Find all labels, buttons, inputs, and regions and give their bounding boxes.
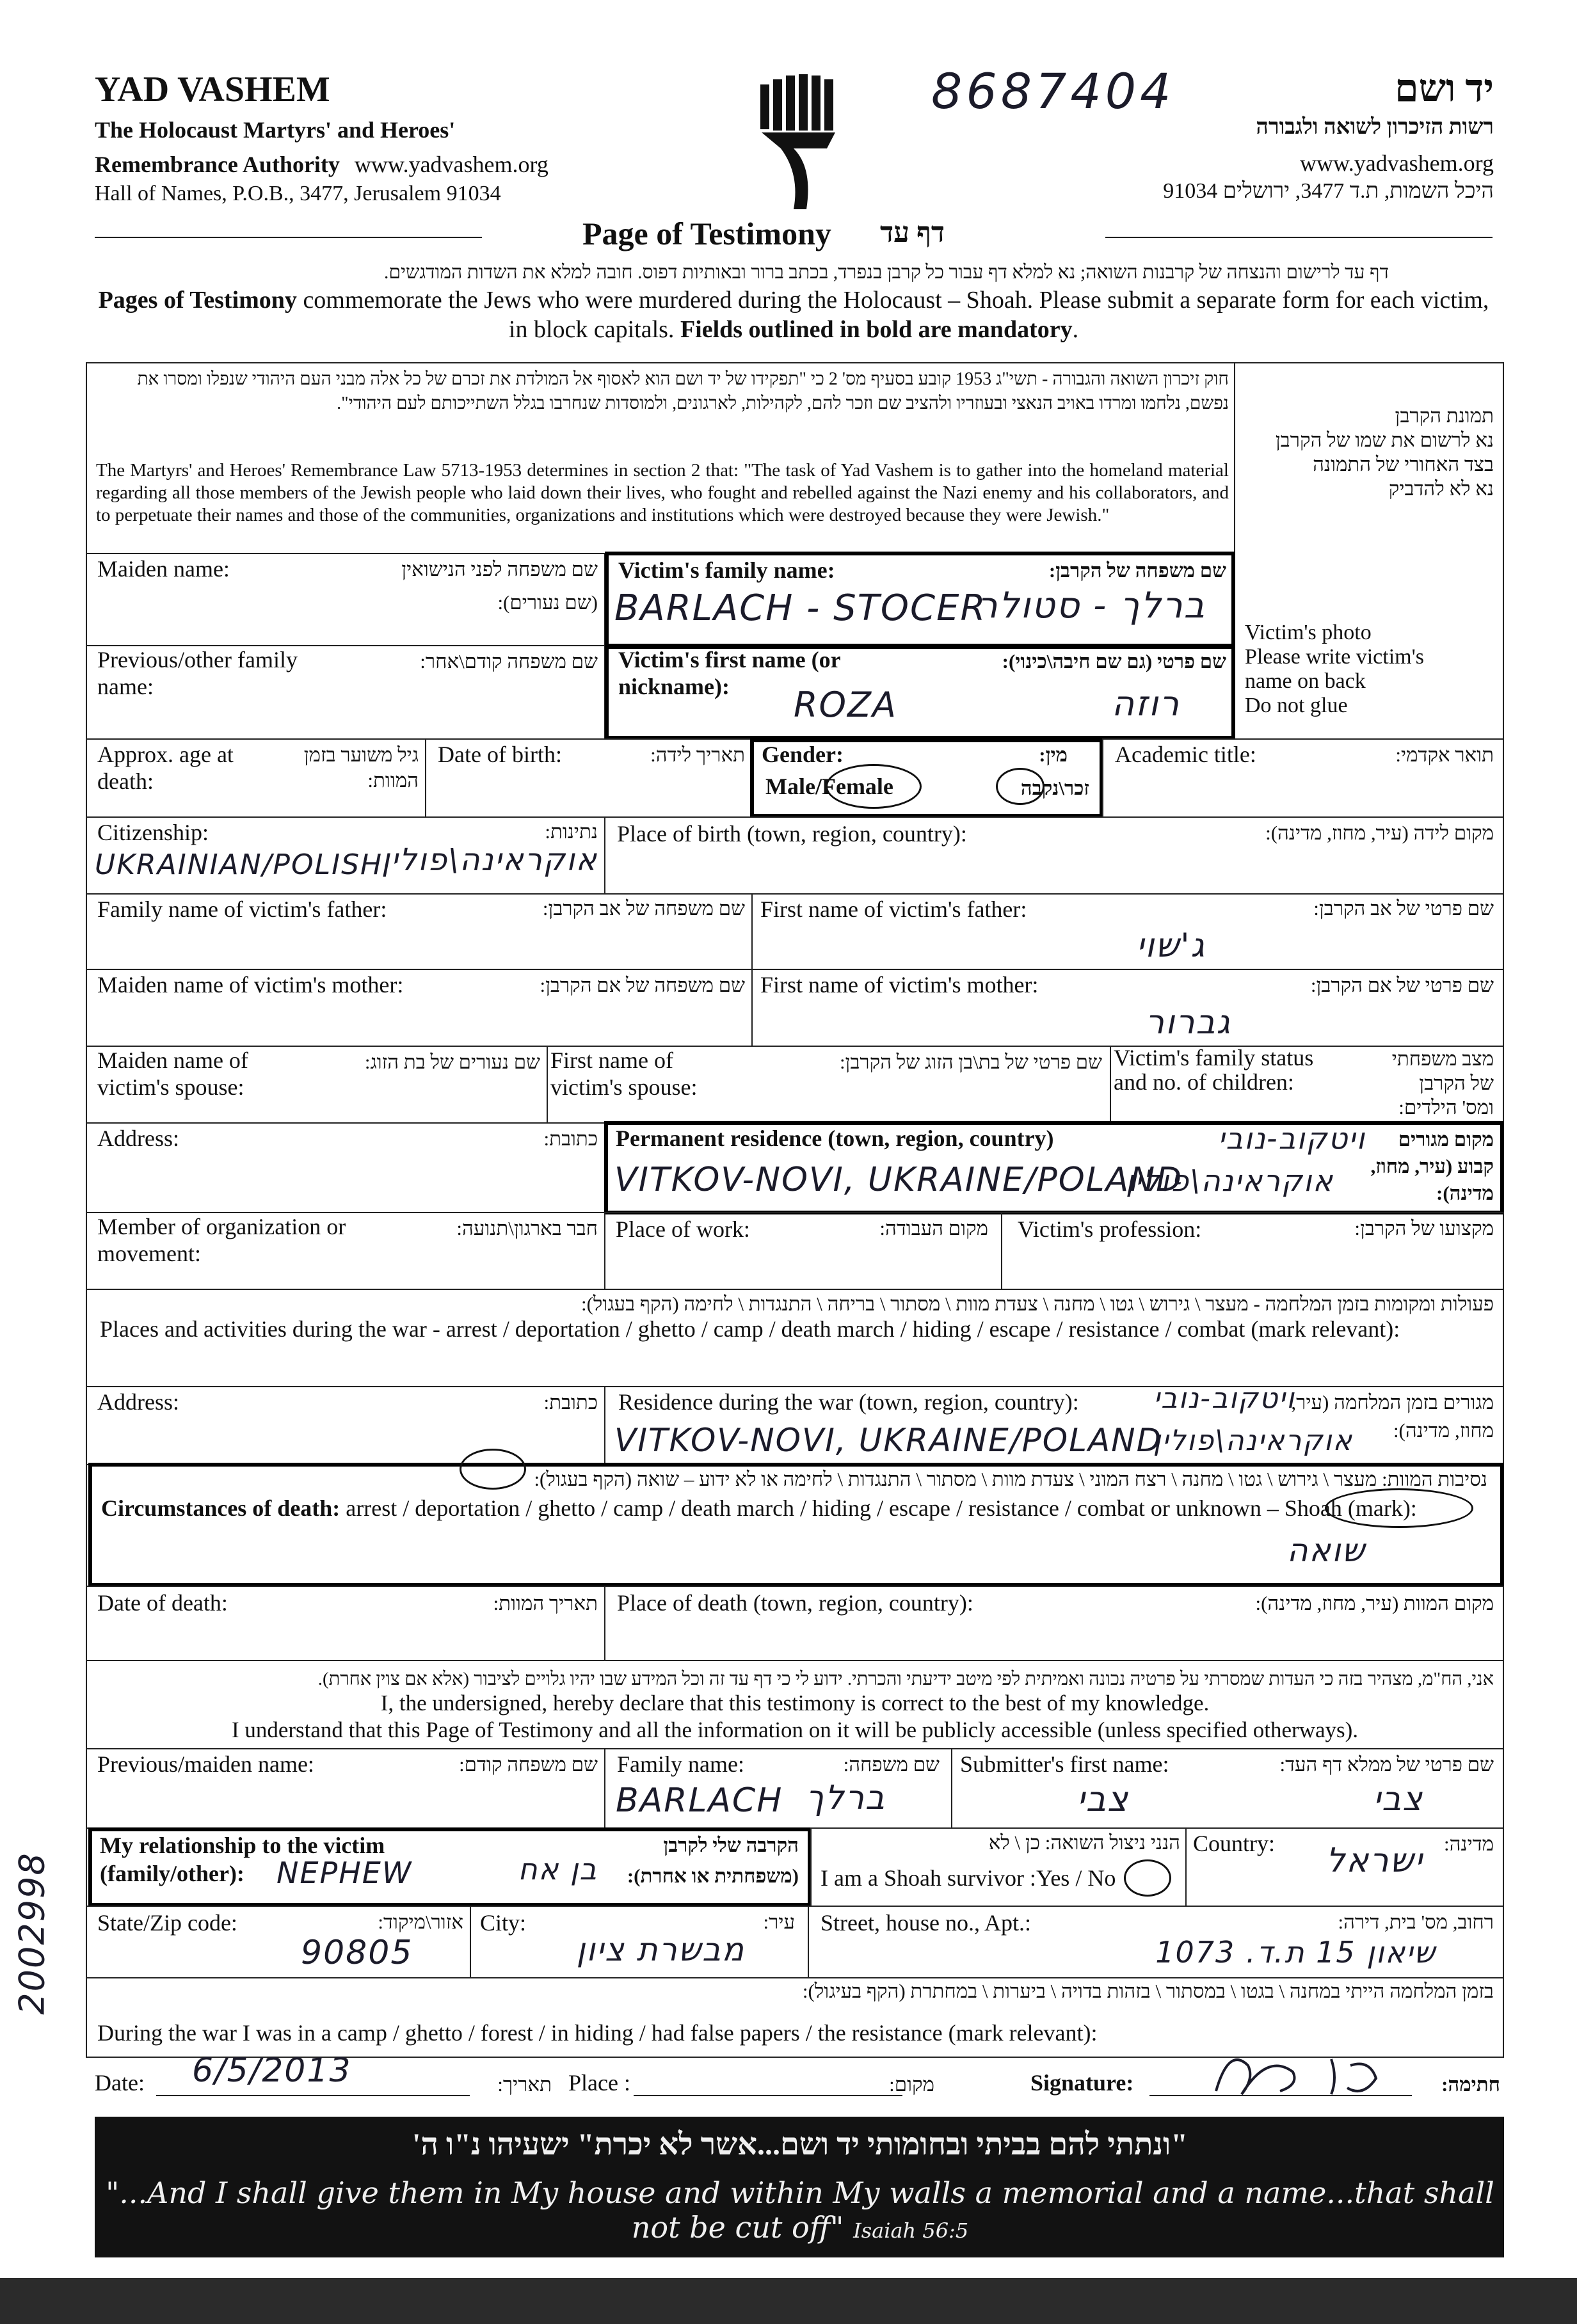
submitter-prev-name-label: Previous/maiden name: <box>97 1751 314 1777</box>
organization-label <box>97 1213 417 1267</box>
family-status-label-he: מצב משפחתי של הקרבן ומס' הילדים: <box>1391 1047 1494 1118</box>
photo-he-3: בצד האחורי של התמונה <box>1313 453 1494 475</box>
address-he: היכל השמות, ת.ד 3477, ירושלים 91034 <box>1163 179 1494 203</box>
photo-he-1: תמונת הקרבן <box>1395 404 1494 427</box>
first-name-label-he: שם פרטי (גם שם חיבה\כינוי): <box>1002 650 1226 673</box>
org-name-en: YAD VASHEM <box>95 70 330 109</box>
maiden-name-label-he: שם משפחה לפני הנישואין <box>401 558 598 580</box>
website-en: www.yadvashem.org <box>354 152 548 177</box>
mother-first-label: First name of victim's mother: <box>760 972 1039 998</box>
authority-line-2-text: Remembrance Authority <box>95 152 340 177</box>
website-he: www.yadvashem.org <box>1300 150 1494 176</box>
intro-he: דף עד לרישום והנצחה של קרבנות השואה; נא למלא דף עבור כל קרבן בנפרד, בכתב ברור ובאותיות דפוס. חובה למלא את השדות המודגשים. <box>383 262 1389 283</box>
survivor-no-option[interactable]: No <box>1087 1865 1116 1891</box>
circumstances-label <box>101 1495 1503 1522</box>
previous-name-label-text: Previous/other family name: <box>97 647 298 699</box>
first-name-value-en: ROZA <box>794 685 897 725</box>
footer-verse-en-text: "...And I shall give them in My house and within My walls a memorial and a name...that shall not be cut off" <box>106 2176 1494 2245</box>
survivor-no-circle <box>1124 1859 1171 1897</box>
page-title-he: דף עד <box>880 217 945 248</box>
submitter-family-name-label: Family name: <box>617 1751 744 1777</box>
street-label-he: רחוב, מס' בית, דירה: <box>1338 1911 1494 1933</box>
country-label: Country: <box>1193 1831 1276 1856</box>
gender-male[interactable]: Male/ <box>765 774 822 799</box>
spouse-first-label-text: First name of victim's spouse: <box>550 1047 698 1100</box>
street-label: Street, house no., Apt.: <box>821 1910 1031 1936</box>
declaration-he: אני, הח"מ, מצהיר בזה כי העדות שמסרתי על פרטיה נכונה ואמיתית לפי מיטב ידיעתי והכרתי. ידוע לי כי דף עד זה וכל המידע שבו יהיו גלויים לציבור (אלא אם צוין אחרת). <box>317 1669 1494 1689</box>
submitter-family-name-label-he: שם משפחה: <box>843 1753 940 1776</box>
header <box>0 0 1577 256</box>
father-family-label-he: שם משפחה של אב הקרבן: <box>542 897 745 919</box>
header-rule-right <box>1105 237 1493 238</box>
date-label-he: תאריך: <box>497 2073 552 2096</box>
mother-first-value-he: גברור <box>1145 1003 1231 1042</box>
photo-en-4: Do not glue <box>1245 694 1348 717</box>
photo-he-2: נא לרשום את שמו של הקרבן <box>1275 429 1494 451</box>
previous-name-label-he: שם משפחה קודם\אחר: <box>420 650 598 673</box>
zip-value: 90805 <box>301 1934 413 1972</box>
photo-he-4: נא לא להדביק <box>1388 477 1494 500</box>
submitter-family-name-value-he: ברלך <box>806 1779 886 1817</box>
intro-en-end: . <box>1072 316 1079 343</box>
dob-label-he: תאריך לידה: <box>650 744 745 766</box>
address-en: Hall of Names, P.O.B., 3477, Jerusalem 91034 <box>95 182 501 205</box>
place-of-death-label-he: מקום המוות (עיר, מחוז, מדינה): <box>1255 1592 1494 1614</box>
signature-label-he: חתימה: <box>1441 2073 1500 2096</box>
signature-label: Signature: <box>1030 2070 1134 2096</box>
signature-mark <box>1203 2040 1408 2110</box>
approx-age-label-he: גיל משוער בזמן המוות: <box>303 744 419 792</box>
previous-name-label <box>97 646 353 700</box>
org-name-he: יד ושם <box>1395 67 1494 109</box>
city-label-he: עיר: <box>763 1911 795 1933</box>
relationship-label-he-2: (משפחתית או אחרת): <box>627 1865 799 1887</box>
law-text-he: חוק זיכרון השואה והגבורה - תשי"ג 1953 קובע בסעיף מס' 2 כי "תפקידו של יד ושם הוא לאסוף אל המולדת את זכרם של כל אלה מבני העם היהודי שנפלו ומסרו את נפשם, נלחמו ומרדו באויב הנאצי ובעוזריו ולהציב שם וזכר להם, לקהילות, לארגונים, ולמוסדות שנחרבו בגלל השתייכותם לעם היהודי". <box>137 369 1229 413</box>
declaration-en-1: I, the undersigned, hereby declare that this testimony is correct to the best of my knowledge. <box>380 1691 1210 1715</box>
war-activities-label-he: פעולות ומקומות בזמן המלחמה - מעצר \ גירוש \ גטו \ מחנה \ צעדת מוות \ מסתור \ בריחה \ התנגדות \ לחימה (הקף בעגול): <box>581 1293 1494 1315</box>
gender-options-he[interactable]: זכר\נקבה <box>1020 777 1089 799</box>
relationship-label-text: My relationship to the victim (family/other): <box>100 1833 385 1886</box>
document-number: 8687404 <box>931 63 1175 120</box>
place-of-birth-label-he: מקום לידה (עיר, מחוז, מדינה): <box>1265 822 1494 844</box>
during-war-label-he: בזמן המלחמה הייתי במחנה \ בגטו \ במסתור \ בזהות בדויה \ ביערות \ במחתרת (הקף בעיגול): <box>802 1980 1494 2002</box>
submitter-family-name-value-en: BARLACH <box>616 1781 783 1820</box>
permanent-residence-value-en: VITKOV-NOVI, UKRAINE/POLAND <box>614 1161 1183 1199</box>
intro-en-text-1: commemorate the Jews who were murdered during the Holocaust – Shoah. Please submit a separate form for each victim, in block capitals. <box>296 287 1489 343</box>
spouse-first-label-he: שם פרטי של בת\בן הזוג של הקרבן: <box>839 1051 1102 1073</box>
law-text-en: The Martyrs' and Heroes' Remembrance Law 5713-1953 determines in section 2 that: "The task of Yad Vashem is to gather into the homeland material regarding all those members of the Jewish people who laid down their lives, who fought and rebelled against the Nazi enemy and his collaborators, and to perpetuate their names and those of the communities, organizations and institutions which were destroyed because they were Jewish." <box>96 460 1229 525</box>
citizenship-value-en: UKRAINIAN/POLISH <box>95 848 383 881</box>
profession-label: Victim's profession: <box>1018 1216 1202 1242</box>
city-value-he: מבשרת ציון <box>576 1931 745 1968</box>
submitter-first-name-value-he: צבי <box>1077 1779 1129 1819</box>
city-label: City: <box>480 1910 527 1936</box>
mother-first-label-he: שם פרטי של אם הקרבן: <box>1310 974 1494 996</box>
family-status-label <box>1114 1046 1325 1094</box>
footer-verse-ref: Isaiah 56:5 <box>853 2218 969 2243</box>
war-residence-label-he: מגורים בזמן המלחמה (עיר, מחוז, מדינה): <box>1291 1391 1494 1442</box>
war-activities-label: Places and activities during the war - arrest / deportation / ghetto / camp / death march / hiding / escape / resistance / combat (mark relevant): <box>100 1316 1400 1342</box>
spouse-maiden-label <box>97 1047 289 1101</box>
father-family-label: Family name of victim's father: <box>97 896 387 922</box>
war-residence-value-he: ויטקוב-נובי <box>1153 1382 1295 1415</box>
submitter-prev-name-label-he: שם משפחה קודם: <box>459 1753 598 1776</box>
intro-en-bold-2: Fields outlined in bold are mandatory <box>680 316 1073 343</box>
spouse-maiden-label-he: שם נעורים של בת הזוג: <box>364 1051 540 1073</box>
spouse-maiden-label-text: Maiden name of victim's spouse: <box>97 1047 248 1100</box>
gender-label-he: מין: <box>1039 744 1068 766</box>
first-name-value-he: רוזה <box>1111 683 1180 724</box>
intro-en-bold-1: Pages of Testimony <box>98 287 297 314</box>
war-address-label-he: כתובת: <box>543 1391 598 1413</box>
scan-edge <box>0 2278 1577 2324</box>
family-name-value-en: BARLACH - STOCER <box>614 587 987 629</box>
citizenship-value-he: אוקראינה\פולין <box>381 842 598 878</box>
academic-title-label-he: תואר אקדמי: <box>1395 744 1494 766</box>
family-name-label-he: שם משפחה של הקרבן: <box>1048 559 1226 582</box>
page-title: Page of Testimony <box>582 216 831 251</box>
header-rule-left <box>95 237 482 238</box>
relationship-value-he: בן אח <box>518 1852 598 1886</box>
date-label: Date: <box>95 2070 145 2096</box>
submitter-first-name-label: Submitter's first name: <box>960 1751 1169 1777</box>
date-of-death-label: Date of death: <box>97 1590 228 1616</box>
country-value-he: ישראל <box>1325 1842 1423 1880</box>
photo-en-3: name on back <box>1245 669 1366 693</box>
place-of-work-label-he: מקום העבודה: <box>879 1217 988 1239</box>
survivor-label <box>821 1865 1116 1891</box>
zip-label-he: אזור\מיקוד: <box>378 1911 463 1933</box>
zip-label: State/Zip code: <box>97 1910 237 1936</box>
permanent-residence-value-he-2: אוקראינה\פולין <box>1125 1163 1334 1198</box>
relationship-label-he-1: הקרבה שלי לקרבן <box>663 1834 799 1856</box>
date-line <box>156 2095 470 2096</box>
place-of-death-label: Place of death (town, region, country): <box>617 1590 973 1616</box>
place-of-birth-label: Place of birth (town, region, country): <box>617 821 967 847</box>
intro-en <box>96 285 1491 344</box>
father-first-label-he: שם פרטי של אב הקרבן: <box>1313 897 1494 919</box>
mother-maiden-label-he: שם משפחה של אם הקרבן: <box>540 974 745 996</box>
footer-verse-he: "ונתתי להם בביתי ובחומותי יד ושם...אשר לא יכרת" ישעיהו נ"ו ה' <box>412 2128 1188 2161</box>
war-residence-value-he-2: אוקראינה\פולין <box>1153 1424 1353 1457</box>
shoah-en-circle <box>1325 1488 1473 1528</box>
country-label-he: מדינה: <box>1444 1833 1494 1855</box>
street-value-he: שיאון 15 ת.ד. 1073 <box>1155 1935 1436 1970</box>
maiden-name-label-he-2: (שם נעורים): <box>497 591 598 614</box>
photo-en-1: Victim's photo <box>1245 621 1372 644</box>
circumstances-shoah-option[interactable]: Shoah (mark): <box>1284 1495 1417 1521</box>
circumstances-label-bold: Circumstances of death: <box>101 1495 340 1521</box>
address-label: Address: <box>97 1126 179 1151</box>
survivor-label-he: הנני ניצול השואה: כן \ לא <box>988 1831 1180 1854</box>
submitter-first-name-label-he: שם פרטי של ממלא דף העד: <box>1279 1753 1494 1776</box>
place-line <box>634 2095 902 2096</box>
father-first-label: First name of victim's father: <box>760 896 1027 922</box>
relationship-value-en: NEPHEW <box>276 1856 413 1890</box>
during-war-label: During the war I was in a camp / ghetto / forest / in hiding / had false papers / the resistance (mark relevant): <box>97 2020 1098 2046</box>
permanent-residence-value-he: ויטקוב-נובי <box>1218 1121 1366 1156</box>
gender-female-circle <box>826 764 922 809</box>
spouse-first-label <box>550 1047 742 1101</box>
survivor-label-text[interactable]: I am a Shoah survivor :Yes / <box>821 1865 1082 1891</box>
shoah-he-circle <box>460 1449 526 1490</box>
authority-line-2 <box>95 151 548 178</box>
war-residence-value-en: VITKOV-NOVI, UKRAINE/POLAND <box>614 1422 1163 1459</box>
authority-he: רשות הזיכרון לשואה ולגבורה <box>1256 115 1494 139</box>
circumstances-label-text: arrest / deportation / ghetto / camp / death march / hiding / escape / resistance / combat or unknown – <box>340 1495 1285 1521</box>
organization-label-text: Member of organization or movement: <box>97 1214 346 1266</box>
citizenship-label: Citizenship: <box>97 820 209 845</box>
submitter-first-name-value-he-2: צבי <box>1373 1780 1423 1819</box>
permanent-residence-label-he: מקום מגורים קבוע (עיר, מחוז, מדינה): <box>1370 1128 1494 1204</box>
first-name-label-text: Victim's first name (or nickname): <box>618 647 840 699</box>
address-label-he: כתובת: <box>543 1127 598 1150</box>
circumstances-note-he: שואה <box>1286 1532 1366 1569</box>
approx-age-label <box>97 741 283 795</box>
approx-age-label-text: Approx. age at death: <box>97 742 234 794</box>
place-label-he: מקום: <box>889 2073 934 2096</box>
photo-en-2: Please write victim's <box>1245 645 1424 669</box>
family-status-label-text: Victim's family status and no. of children: <box>1114 1045 1314 1095</box>
citizenship-label-he: נתינות: <box>545 820 598 843</box>
gender-label: Gender: <box>762 742 844 767</box>
dob-label: Date of birth: <box>438 742 562 767</box>
authority-line-1: The Holocaust Martyrs' and Heroes' <box>95 117 456 143</box>
date-value: 6/5/2013 <box>192 2051 352 2090</box>
yad-vashem-logo <box>755 72 845 212</box>
family-name-value-he: ברלך - סטולר <box>977 585 1206 626</box>
maiden-name-label: Maiden name: <box>97 556 230 582</box>
place-of-work-label: Place of work: <box>616 1216 750 1242</box>
family-name-label: Victim's family name: <box>618 557 835 583</box>
gender-he-circle <box>996 768 1045 805</box>
profession-label-he: מקצועו של הקרבן: <box>1354 1217 1494 1239</box>
declaration-en-2: I understand that this Page of Testimony and all the information on it will be publicly accessible (unless specified otherways). <box>231 1717 1359 1742</box>
war-residence-label: Residence during the war (town, region, country): <box>618 1389 1079 1415</box>
mother-maiden-label: Maiden name of victim's mother: <box>97 972 404 998</box>
circumstances-label-he: נסיבות המוות: מעצר \ גירוש \ גטו \ מחנה \ רצח המוני \ צעדת מוות \ מסתור \ התנגדות \ לחימה או לא ידוע – שואה (הקף בעגול): <box>534 1468 1487 1490</box>
permanent-residence-label: Permanent residence (town, region, country) <box>616 1126 1054 1151</box>
place-label: Place : <box>568 2070 630 2096</box>
date-of-death-label-he: תאריך המוות: <box>493 1592 598 1614</box>
father-first-value-he: ג'שוי <box>1136 927 1206 965</box>
organization-label-he: חבר בארגון\תנועה: <box>456 1217 598 1239</box>
war-address-label: Address: <box>97 1389 179 1415</box>
academic-title-label: Academic title: <box>1115 742 1256 767</box>
gender-female[interactable]: Female <box>821 774 893 799</box>
footer-verse-en <box>96 2176 1504 2245</box>
margin-number: 2002998 <box>12 1852 52 2015</box>
